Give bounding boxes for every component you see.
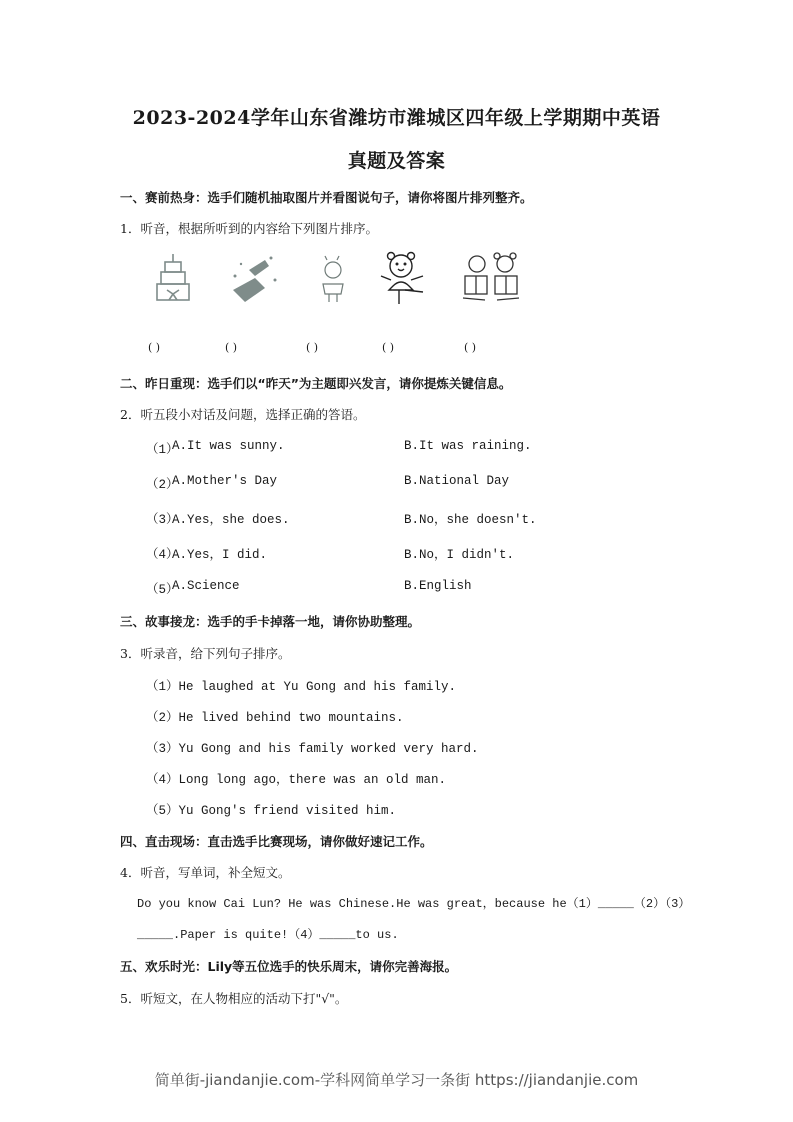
footer-watermark: 简单街-jiandanjie.com-学科网简单学习一条街 https://jiandanjie.com	[154, 1071, 639, 1089]
option-number: （3）	[146, 513, 179, 527]
option-a: A.Mother's Day	[172, 474, 278, 488]
fireworks-icon	[225, 250, 281, 306]
option-b: B.No，she doesn't.	[404, 513, 537, 527]
children-reading-icon	[455, 250, 527, 306]
question5-prompt: 5．听短文，在人物相应的活动下打"√"。	[120, 991, 348, 1006]
question2-prompt: 2．听五段小对话及问题，选择正确的答语。	[120, 407, 366, 422]
girl-singing-icon	[305, 250, 361, 306]
picture-answer-blank-1[interactable]: ( )	[148, 341, 161, 354]
sentence-item: （2）He lived behind two mountains.	[146, 711, 404, 725]
question1-prompt: 1．听音，根据所听到的内容给下列图片排序。	[120, 221, 378, 236]
picture-answer-blank-2[interactable]: ( )	[225, 341, 238, 354]
picture-answer-blank-5[interactable]: ( )	[464, 341, 477, 354]
option-number: （5）	[146, 583, 179, 597]
option-b: B.National Day	[404, 474, 510, 488]
sentence-item: （5）Yu Gong's friend visited him.	[146, 804, 397, 818]
option-b: B.No，I didn't.	[404, 548, 515, 562]
sentence-item: （3）Yu Gong and his family worked very hard.	[146, 742, 479, 756]
picture-answer-blank-3[interactable]: ( )	[306, 341, 319, 354]
picture-row	[140, 250, 540, 310]
passage-line-1: Do you know Cai Lun? He was Chinese.He was great，because he（1）_____（2）（3）	[137, 897, 691, 911]
section3-heading: 三、故事接龙：选手的手卡掉落一地，请你协助整理。	[120, 614, 421, 629]
question3-prompt: 3．听录音，给下列句子排序。	[120, 646, 291, 661]
option-a: A.Yes，she does.	[172, 513, 290, 527]
document-title-line2: 真题及答案	[347, 150, 446, 172]
sentence-item: （1）He laughed at Yu Gong and his family.	[146, 680, 457, 694]
passage-line-2: _____.Paper is quite!（4）_____to us.	[137, 928, 399, 942]
option-a: A.Science	[172, 579, 240, 593]
question4-prompt: 4．听音，写单词，补全短文。	[120, 865, 291, 880]
option-b: B.English	[404, 579, 472, 593]
option-a: A.Yes，I did.	[172, 548, 268, 562]
section4-heading: 四、直击现场：直击选手比赛现场，请你做好速记工作。	[120, 834, 433, 849]
option-a: A.It was sunny.	[172, 439, 285, 453]
option-number: （1）	[146, 443, 179, 457]
birthday-cake-icon	[145, 250, 201, 306]
picture-answer-blank-4[interactable]: ( )	[382, 341, 395, 354]
document-title-line1: 2023-2024学年山东省潍坊市潍城区四年级上学期期中英语	[132, 107, 661, 129]
option-number: （2）	[146, 478, 179, 492]
section2-heading: 二、昨日重现：选手们以“昨天”为主题即兴发言，请你提炼关键信息。	[120, 376, 512, 391]
option-b: B.It was raining.	[404, 439, 532, 453]
sentence-item: （4）Long long ago，there was an old man.	[146, 773, 447, 787]
section1-heading: 一、赛前热身：选手们随机抽取图片并看图说句子，请你将图片排列整齐。	[120, 190, 533, 205]
section5-heading: 五、欢乐时光：Lily等五位选手的快乐周末，请你完善海报。	[120, 959, 458, 974]
girl-dancing-icon	[375, 250, 431, 306]
option-number: （4）	[146, 548, 179, 562]
